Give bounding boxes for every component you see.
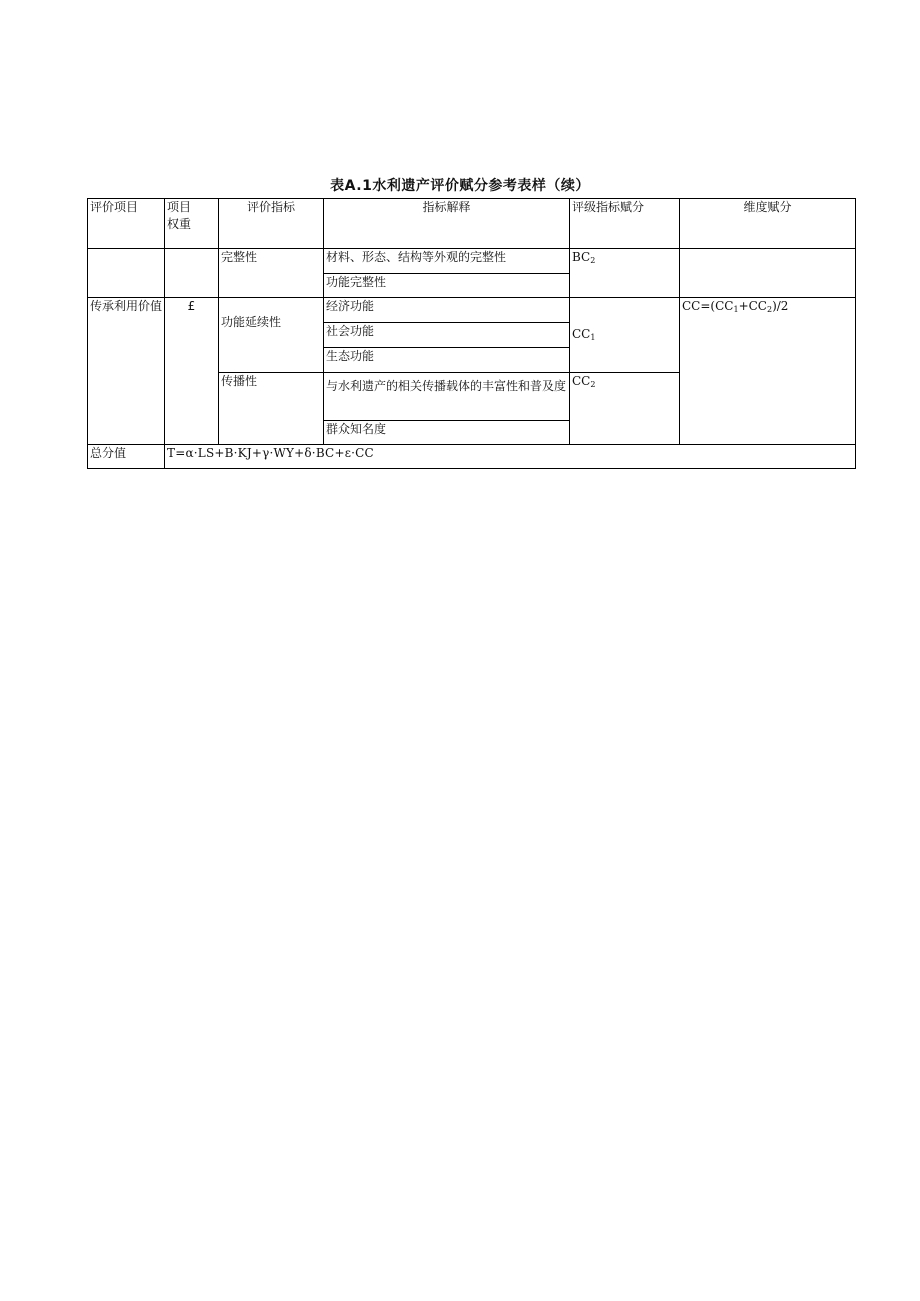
integrity-explanation-1: 材料、形态、结构等外观的完整性 <box>324 249 570 274</box>
grade-label: BC <box>572 250 591 264</box>
inheritance-dimension-formula <box>680 298 856 445</box>
total-formula: T=α·LS+B·KJ+γ·WY+δ·BC+ε·CC <box>165 445 856 469</box>
header-indicator: 评价指标 <box>219 199 324 249</box>
formula-part: )/2 <box>772 299 789 313</box>
dissemination-explanation-2: 群众知名度 <box>324 421 570 445</box>
table-row <box>88 249 856 274</box>
grade-subscript: 2 <box>590 256 596 265</box>
functional-continuity-grade-score <box>570 298 680 373</box>
grade-subscript: 1 <box>590 333 596 342</box>
grade-label: CC <box>572 327 591 341</box>
integrity-indicator: 完整性 <box>219 249 324 298</box>
formula-part: CC=(CC <box>682 299 734 313</box>
functional-continuity-explanation-3: 生态功能 <box>324 348 570 373</box>
table-title: 表A.1水利遗产评价赋分参考表样（续） <box>330 178 590 194</box>
integrity-grade-score <box>570 249 680 298</box>
dissemination-indicator: 传播性 <box>219 373 324 445</box>
inheritance-weight-symbol: £ <box>165 298 219 445</box>
formula-part: +CC <box>738 299 767 313</box>
integrity-weight-cell <box>165 249 219 298</box>
integrity-item-cell <box>88 249 165 298</box>
header-weight-line2: 权重 <box>167 217 192 231</box>
header-grade-score: 评级指标赋分 <box>570 199 680 249</box>
integrity-dimension-score <box>680 249 856 298</box>
header-explanation: 指标解释 <box>324 199 570 249</box>
header-dimension-score: 维度赋分 <box>680 199 856 249</box>
header-row <box>88 199 856 249</box>
integrity-explanation-2: 功能完整性 <box>324 274 570 298</box>
table-row <box>88 298 856 323</box>
grade-label: CC <box>572 374 591 388</box>
formula-subscript: 2 <box>766 305 773 314</box>
total-label: 总分值 <box>88 445 165 469</box>
header-weight <box>165 199 219 249</box>
dissemination-grade-score <box>570 373 680 445</box>
header-weight-line1: 项目 <box>167 200 192 214</box>
formula-subscript: 1 <box>733 305 739 314</box>
inheritance-item: 传承利用价值 <box>88 298 165 445</box>
functional-continuity-indicator: 功能延续性 <box>219 298 324 373</box>
dissemination-explanation-1: 与水利遗产的相关传播载体的丰富性和普及度 <box>324 373 570 421</box>
table-row <box>88 445 856 469</box>
grade-subscript: 2 <box>590 380 596 389</box>
evaluation-table <box>87 198 856 469</box>
header-item: 评价项目 <box>88 199 165 249</box>
functional-continuity-explanation-2: 社会功能 <box>324 323 570 348</box>
functional-continuity-explanation-1: 经济功能 <box>324 298 570 323</box>
